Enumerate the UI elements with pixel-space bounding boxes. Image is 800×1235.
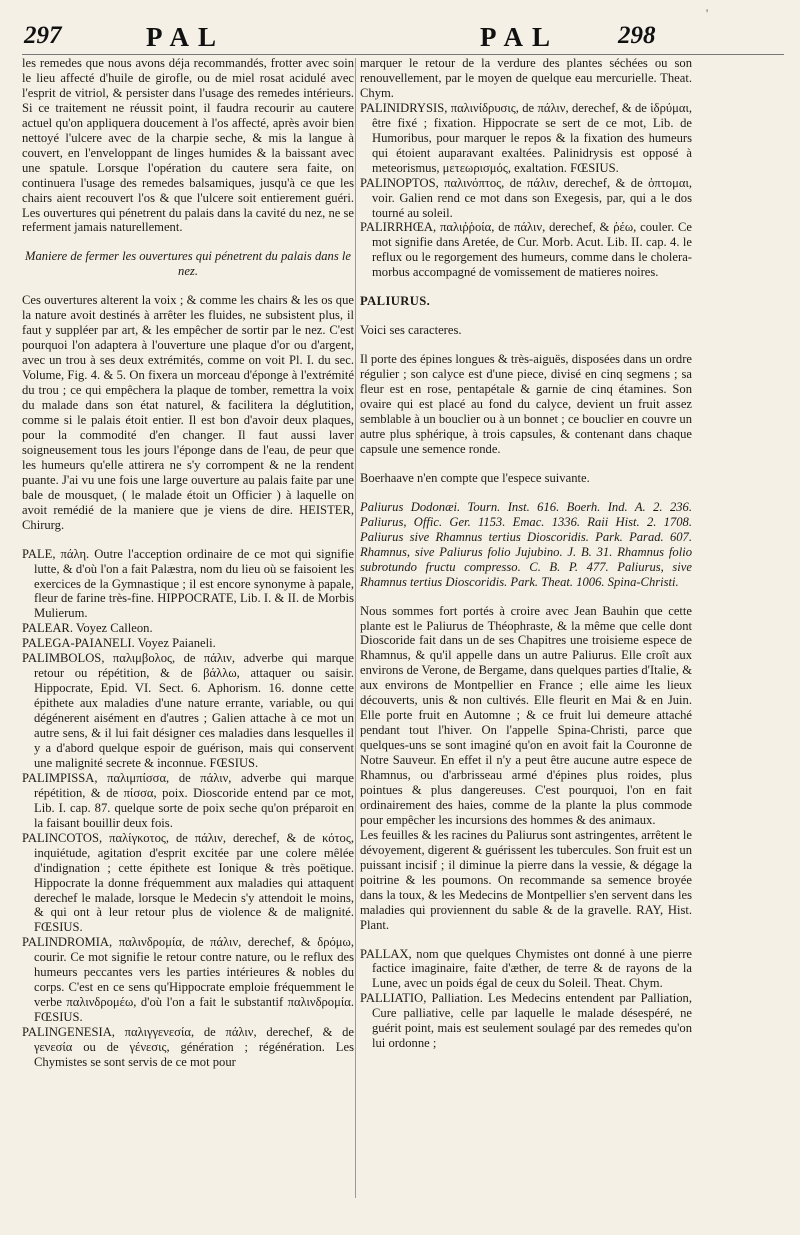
entry-palega-paianeli: PALEGA-PAIANELI. Voyez Paianeli.: [22, 636, 216, 651]
page-mark: ': [706, 6, 709, 20]
paliurus-description: Il porte des épines longues & très-aiguës, disposées dans un ordre régulier ; son calyce est d'une piece, divisé en cinq segmens ; sa fleur est en rose, pentapétale & garnie de cinq étamines. Son ovaire qui est placé au fond du calyce, devient un fruit assez semblable à un bouclier ou à un bonnet ; ce bouclier en couvre un autre plus sphérique, à trois capsules, & contenant dans chaque capsule une semence ronde.: [360, 352, 692, 456]
entry-palingenesia: PALINGENESIA, παλιγγενεσία, de πάλιν, derechef, & de γενεσία ou de γένεσις, génération ; régénération. Les Chymistes se sont servis de ce mot pour: [22, 1025, 354, 1069]
entry-palais-continued: les remedes que nous avons déja recommandés, frotter avec soin le lieu affecté d'huile de girofle, ou de miel rosat acidulé avec l'esprit de vitriol, & persister dans l'usage des remedes intérieurs. Si ce traitement ne réussit point, il faudra recourir au cautere actuel qu'on appliquera doucement à l'os affecté, après avoir bien nettoyé l'ulcere avec de la charpie seche, & mis la langue à couvert, en l'enveloppant de linges humides & la baissant avec une spatule. Lorsque l'opération du cautere sera faite, on continuera l'usage des remedes balsamiques, jusqu'à ce que les chairs aient recouvert l'os & que l'ulcere soit entierement guéri. Les ouvertures qui pénetrent du palais dans la cavité du nez, ne se referment jamais naturellement.: [22, 56, 354, 235]
section-heading-fermer-ouvertures: Maniere de fermer les ouvertures qui pénetrent du palais dans le nez.: [25, 249, 351, 279]
entry-palingenesia-continued: marquer le retour de la verdure des plantes séchées ou son renouvellement, par le moyen de quelque eau mercurielle. Theat. Chym.: [360, 56, 692, 100]
paliurus-synonyms: Paliurus Dodonæi. Tourn. Inst. 616. Boerh. Ind. A. 2. 236. Paliurus, Offic. Ger. 1153. Emac. 1336. Raii Hist. 2. 1708. Paliurus sive Rhamnus tertius Dioscoridis. Park. Parad. 607. Rhamnus, sive Paliurus folio Jujubino. J. B. 31. Rhamnus folio subrotundo fructu compresso. C. B. P. 477. Paliurus, sive Rhamnus tertius Dioscoridis. Park. Theat. 1006. Spina-Christi.: [360, 499, 692, 589]
entry-palincotos: PALINCOTOS, παλίγκοτος, de πάλιν, derechef, & de κότος, inquiétude, agitation d'esprit excitée par une colere mêlée d'indignation ; cette épithete est Ionique & très poëtique. Hippocrate la donne fréquemment aux maladies qui attaquent derechef le malade, lorsque le Medecin s'y attendoit le moins, & qui ont à leur retour plus de violence & de malignité. FŒSIUS.: [22, 830, 354, 935]
paliurus-boerhaave-note: Boerhaave n'en compte que l'espece suivante.: [360, 470, 590, 485]
left-column: [22, 56, 354, 1070]
left-running-head: PAL: [146, 22, 225, 52]
entry-palirrhoea: PALIRRHŒA, παλιῤῥοία, de πάλιν, derechef, & ῥέω, couler. Ce mot signifie dans Aretée, de Cur. Morb. Acut. Lib. II. cap. 4. le reflux ou le regorgement des humeurs, comme dans le cholera-morbus accompagné de vomissement de matieres noires.: [360, 220, 692, 280]
entry-palinidrysis: PALINIDRYSIS, παλινίδρυσις, de πάλιν, derechef, & de ἱδρύμαι, être fixé ; fixation. Hippocrate se sert de ce mot, Lib. de Humoribus, pour marquer le repos & la fixation des humeurs qui étoient auparavant exaltées. Palinidrysis est opposé à meteorismus, μετεωρισμός, exaltation. FŒSIUS.: [360, 100, 692, 175]
entry-palindromia: PALINDROMIA, παλινδρομία, de πάλιν, derechef, & δρόμω, courir. Ce mot signifie le retour contre nature, ou le reflux des humeurs peccantes vers les parties intérieures & nobles du corps. C'est en ce sens qu'Hippocrate emploie fréquemment le verbe παλινδρομέω, d'où l'on a fait le substantif παλινδρομία. FŒSIUS.: [22, 935, 354, 1025]
left-page-number: 297: [24, 22, 62, 49]
entry-pallax: PALLAX, nom que quelques Chymistes ont donné à une pierre factice imaginaire, faite d'æther, de terre & de rayons de la Lune, avec un poids égal de ceux du Soleil. Theat. Chym.: [360, 946, 692, 991]
paragraph-ouvertures: Ces ouvertures alterent la voix ; & comme les chairs & les os que la nature avoit destinés à arrêter les fluides, ne subsistent plus, il faut y suppléer par art, & les empêcher de sortir par le nez. C'est pourquoi l'on adaptera à l'ouverture une plaque d'or ou d'argent, avec un trou à ses deux extrémités, comme on voit Pl. I. du sec. Volume, Fig. 4. & 5. On fixera un morceau d'éponge à l'extrémité du trou ; ce qui empêchera la plaque de tomber, remettra la voix du malade dans son état naturel, & facilitera la déglutition, comme si le palais étoit entier. Il est bon d'avoir deux plaques, pour la commodité d'en changer. Il faut aussi laver soigneusement tous les jours l'éponge dans de l'eau, de peur que les humeurs qu'elle attirera ne s'y corrompent & ne la rendent puante. J'ai vu une fois une large ouverture au palais faite par une bale de mousquet, ( le malade étoit un Officier ) à laquelle on avoit remédié de la maniere que je viens de dire. HEISTER, Chirurg.: [22, 293, 354, 532]
right-column: [360, 56, 692, 1051]
entry-palinoptos: PALINOPTOS, παλινόπτος, de πάλιν, derechef, & de ὀπτομαι, voir. Galien rend ce mot dans son Exegesis, par, qui a le dos tourné au soleil.: [360, 175, 692, 220]
right-running-head: PAL: [480, 22, 559, 52]
entry-palimpissa: PALIMPISSA, παλιμπίσσα, de πάλιν, adverbe qui marque répétition, & de πίσσα, poix. Dioscoride entend par ce mot, Lib. I. cap. 87. quelque sorte de poix seche qu'on préparoit en la faisant bouillir deux fois.: [22, 770, 354, 830]
paliurus-virtues: Les feuilles & les racines du Paliurus sont astringentes, arrêtent le dévoyement, digerent & guérissent les tubercules. Son fruit est un puissant incisif ; il diminue la pierre dans la vessie, & dégage la poitrine & les poumons. On recommande sa semence broyée dans la toux, & les Medecins de Montpellier s'en servent dans les maladies qui proviennent du sable & de la gravelle. RAY, Hist. Plant.: [360, 827, 692, 932]
paliurus-discussion: Nous sommes fort portés à croire avec Jean Bauhin que cette plante est le Paliurus de Théophraste, & la même que celle dont Dioscoride fait dans un de ses Chapitres une troisieme espece de Rhamnus, & qu'il appelle dans un autre Paliurus. Elle croît aux environs de Verone, de Bergame, dans quelques parties d'Italie, & aux environs de Montpellier en France ; elle aime les lieux découverts, unis & non cultivés. Elle fleurit en Mai & en Juin. Elle porte fruit en Automne ; & ce fruit lui demeure attaché pendant tout l'hiver. On l'appelle Spina-Christi, parce que quelques-uns se sont imaginé qu'on en avoit fait la Couronne de Notre Sauveur. En effet il n'y a peut être aucune autre espece de Rhamnus, ou d'arbrisseau armé d'épines plus roides, plus pointues & plus dangereuses. C'est pourquoi, l'on en fait ordinairement des haies, comme de la plante la plus commode pour empêcher les incursions des hommes & des animaux.: [360, 603, 692, 827]
entry-palear: PALEAR. Voyez Calleon.: [22, 621, 153, 636]
header-rule: [22, 54, 784, 55]
entry-palliatio: PALLIATIO, Palliation. Les Medecins entendent par Palliation, Cure palliative, celle par laquelle le malade désespéré, ne guérit point, mais est seulement soulagé par des remedes qu'on lui ordonne ;: [360, 991, 692, 1051]
column-divider: [355, 58, 357, 1198]
entry-paliurus-heading: PALIURUS.: [360, 294, 431, 309]
right-page-number: 298: [618, 22, 656, 49]
entry-palimbolos: PALIMBOLOS, παλιμβολος, de πάλιν, adverbe qui marque retour ou répétition, & de βάλλω, attaquer ou saisir. Hippocrate, Epid. VI. Sect. 6. Aphorism. 16. donne cette épithete aux maladies d'une nature errante, variable, ou qui dégénerent aisément en d'autres ; Galien attache à ce mot un autre sens, & il lui fait désigner ces maladies dans lesquelles il y a d'abord quelque espoir de guérison, mais qui conservent une malignité secrete & inconnue. FŒSIUS.: [22, 651, 354, 770]
entry-pale: PALE, πάλη. Outre l'acception ordinaire de ce mot qui signifie lutte, & d'où l'on a fait Palæstra, nom du lieu où se faisoient les exercices de la Gymnastique ; il est encore synonyme à papale, fleur de farine très-fine. HIPPOCRATE, Lib. I. & II. de Morbis Mulierum.: [22, 546, 354, 621]
paliurus-characters-intro: Voici ses caracteres.: [360, 323, 462, 338]
